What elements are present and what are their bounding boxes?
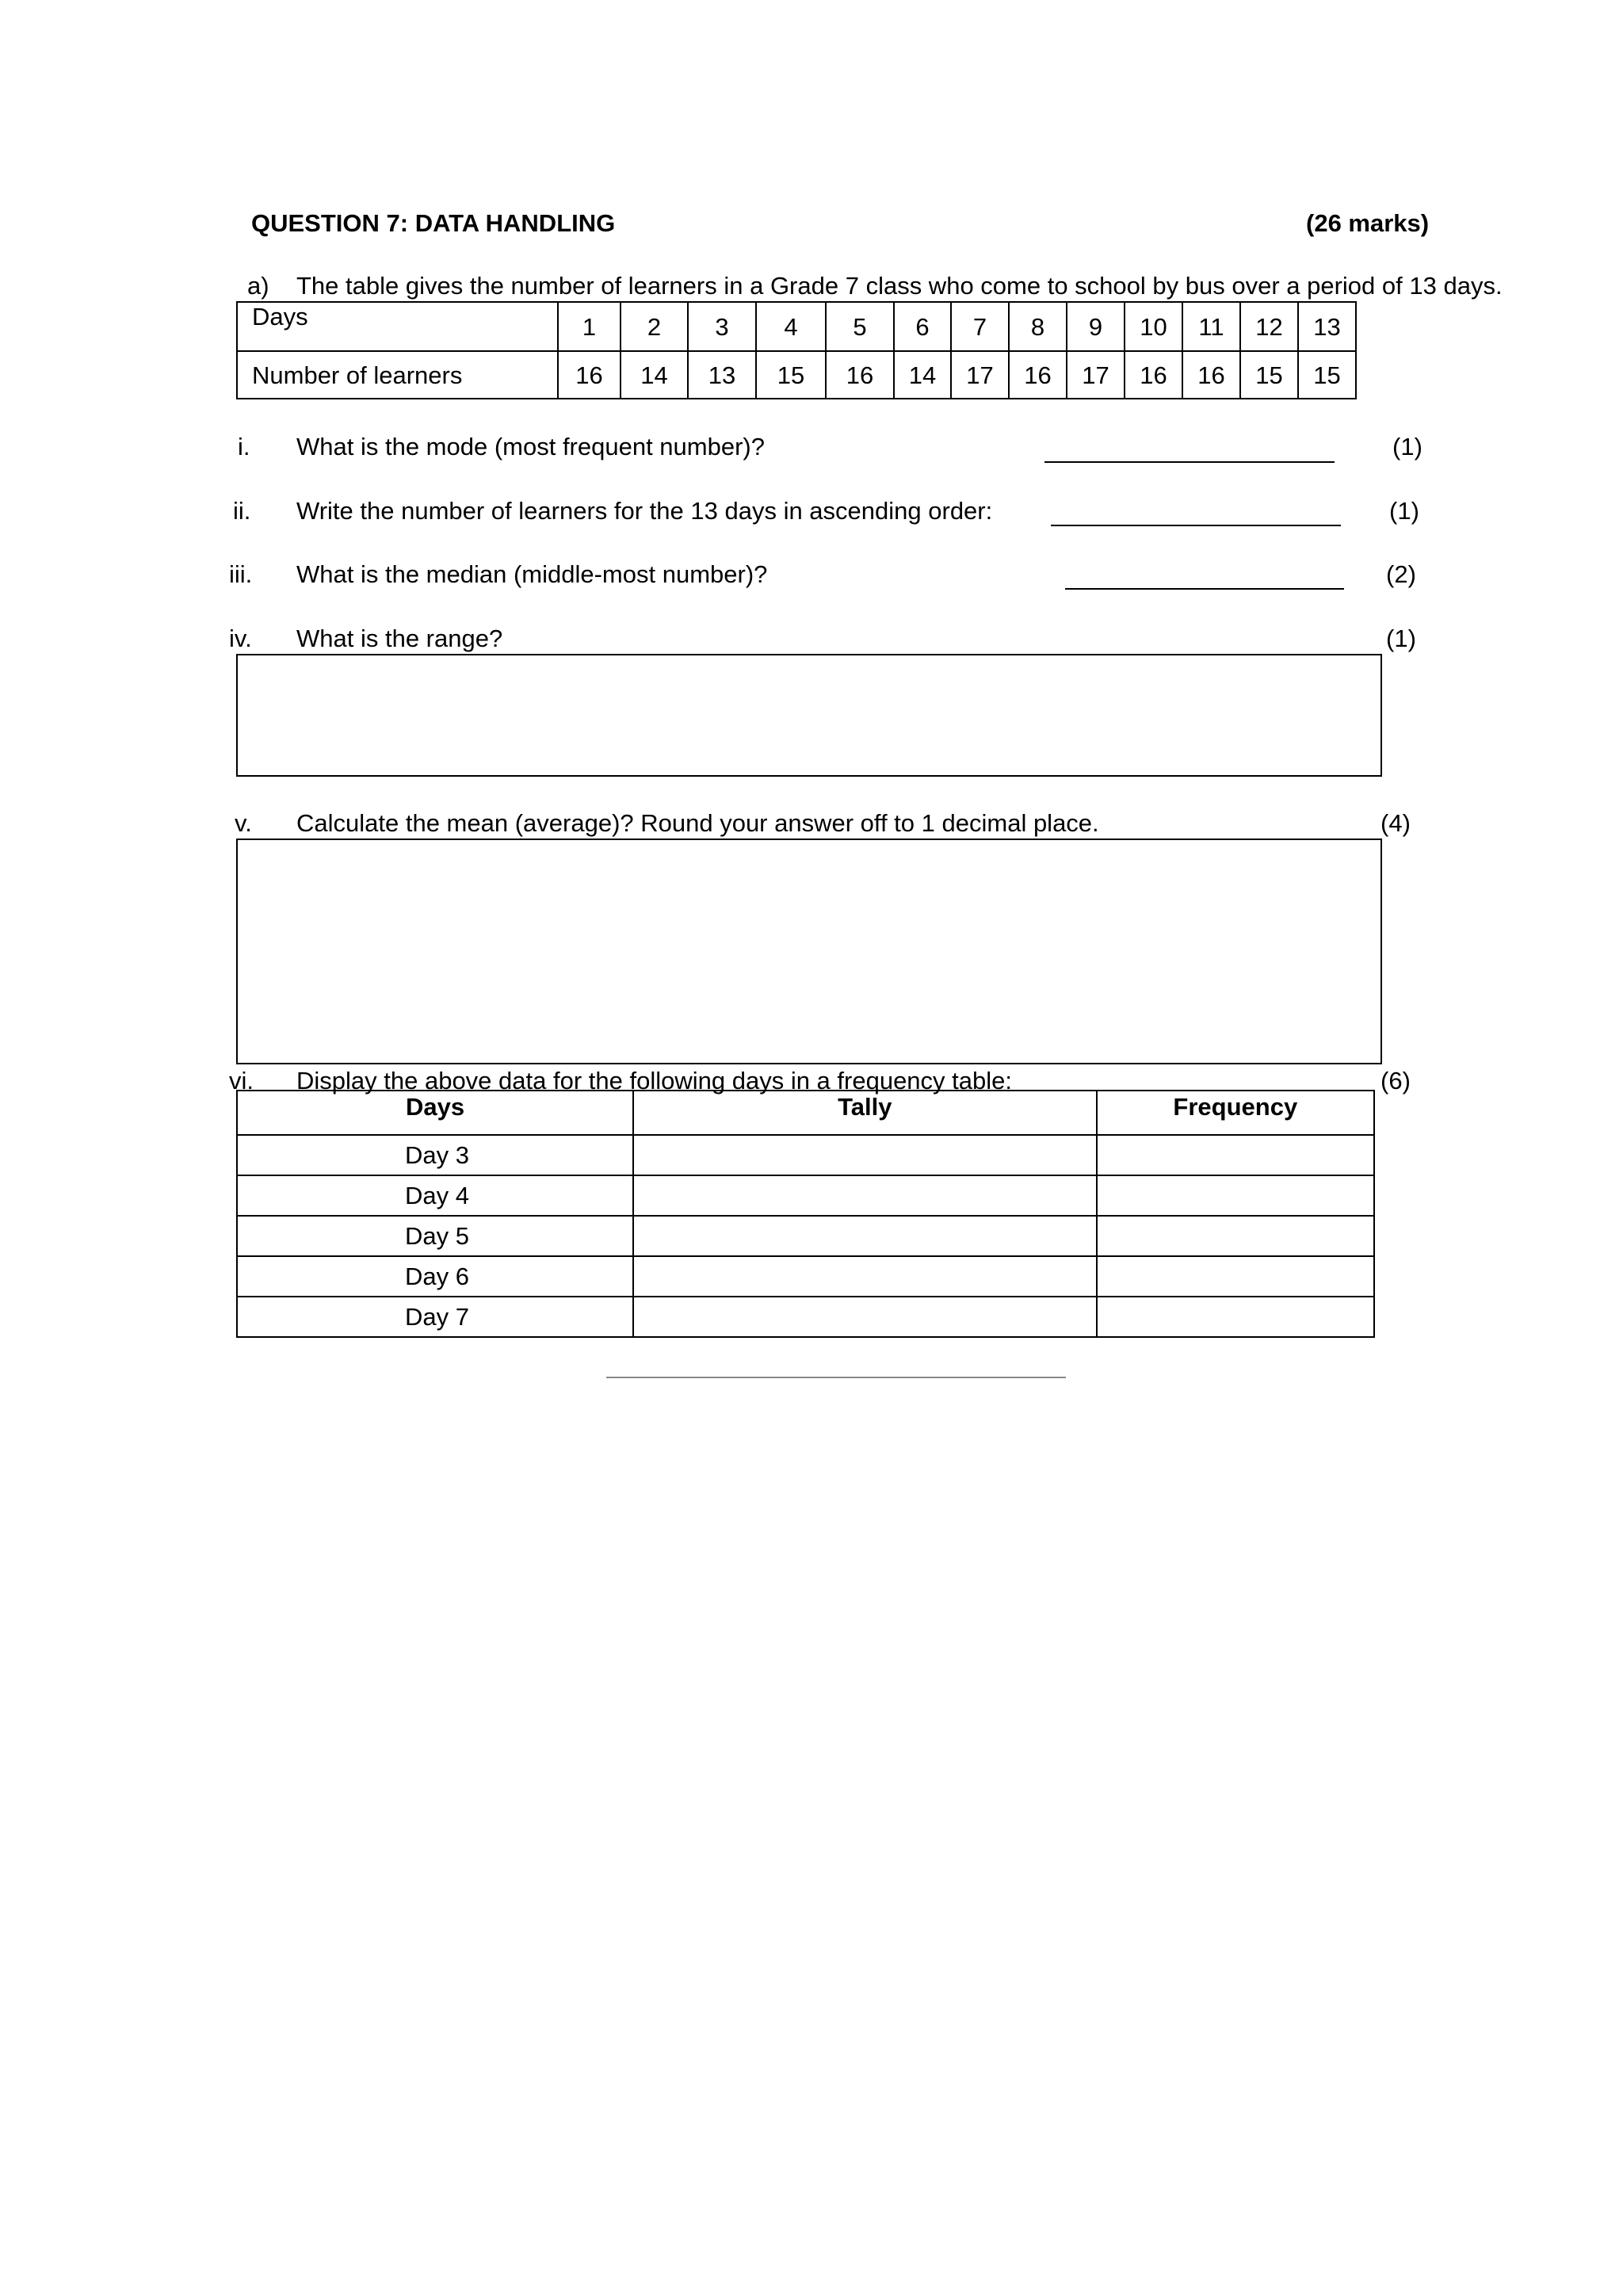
question-marks: (6): [1381, 1067, 1411, 1095]
learners-cell: 15: [756, 351, 826, 399]
day-cell: 9: [1067, 302, 1125, 351]
part-a-text: The table gives the number of learners in a Grade 7 class who come to school by bus over a period of 13 days.: [296, 272, 1503, 300]
day-label: Day 6: [237, 1256, 633, 1297]
day-cell: 13: [1298, 302, 1356, 351]
question-number: i.: [238, 433, 250, 460]
question-text: Calculate the mean (average)? Round your answer off to 1 decimal place.: [296, 809, 1099, 837]
range-answer-box[interactable]: [236, 654, 1382, 777]
question-text: What is the range?: [296, 625, 503, 652]
learners-cell: 15: [1240, 351, 1298, 399]
frequency-row: [237, 1256, 1374, 1297]
day-label: Day 5: [237, 1216, 633, 1256]
learners-cell: 14: [621, 351, 688, 399]
frequency-row: [237, 1216, 1374, 1256]
question-marks: (26 marks): [1306, 209, 1430, 237]
question-number: ii.: [233, 497, 251, 525]
question-number: iii.: [229, 560, 253, 588]
day-cell: 8: [1009, 302, 1067, 351]
tally-cell[interactable]: [633, 1135, 1097, 1175]
header-days: Days: [237, 1091, 633, 1135]
tally-cell[interactable]: [633, 1175, 1097, 1216]
question-number: v.: [235, 809, 252, 837]
frequency-cell[interactable]: [1097, 1135, 1374, 1175]
day-cell: 7: [951, 302, 1009, 351]
frequency-header-row: [237, 1091, 1374, 1135]
day-cell: 2: [621, 302, 688, 351]
days-row: [237, 302, 1356, 351]
header-tally: Tally: [633, 1091, 1097, 1135]
learners-cell: 17: [951, 351, 1009, 399]
learners-cell: 16: [1125, 351, 1182, 399]
part-a-label: a): [247, 272, 269, 300]
tally-cell[interactable]: [633, 1256, 1097, 1297]
day-cell: 4: [756, 302, 826, 351]
frequency-row: [237, 1297, 1374, 1337]
frequency-cell[interactable]: [1097, 1175, 1374, 1216]
tally-cell[interactable]: [633, 1216, 1097, 1256]
learners-label: Number of learners: [237, 351, 558, 399]
answer-line[interactable]: [1065, 588, 1344, 590]
frequency-row: [237, 1135, 1374, 1175]
question-text: What is the median (middle-most number)?: [296, 560, 768, 588]
footer-divider: [606, 1377, 1066, 1378]
tally-cell[interactable]: [633, 1297, 1097, 1337]
question-text: What is the mode (most frequent number)?: [296, 433, 765, 460]
learners-cell: 17: [1067, 351, 1125, 399]
day-label: Day 7: [237, 1297, 633, 1337]
question-text: Display the above data for the following days in a frequency table:: [296, 1067, 1012, 1095]
days-label: Days: [237, 302, 558, 351]
frequency-table: [236, 1090, 1375, 1338]
learners-cell: 16: [826, 351, 894, 399]
day-cell: 1: [558, 302, 621, 351]
question-title: QUESTION 7: DATA HANDLING: [251, 209, 616, 237]
learners-cell: 13: [688, 351, 756, 399]
learners-cell: 16: [1182, 351, 1240, 399]
learners-cell: 16: [558, 351, 621, 399]
question-marks: (1): [1392, 433, 1423, 460]
day-cell: 6: [894, 302, 951, 351]
frequency-cell[interactable]: [1097, 1297, 1374, 1337]
frequency-cell[interactable]: [1097, 1216, 1374, 1256]
answer-line[interactable]: [1044, 461, 1335, 463]
day-cell: 10: [1125, 302, 1182, 351]
day-cell: 12: [1240, 302, 1298, 351]
mean-answer-box[interactable]: [236, 839, 1382, 1064]
day-cell: 3: [688, 302, 756, 351]
learners-table: [236, 301, 1357, 399]
learners-row: [237, 351, 1356, 399]
learners-cell: 15: [1298, 351, 1356, 399]
header-frequency: Frequency: [1097, 1091, 1374, 1135]
learners-cell: 16: [1009, 351, 1067, 399]
frequency-cell[interactable]: [1097, 1256, 1374, 1297]
question-marks: (1): [1386, 625, 1416, 652]
day-cell: 5: [826, 302, 894, 351]
learners-cell: 14: [894, 351, 951, 399]
question-number: iv.: [229, 625, 252, 652]
question-marks: (4): [1381, 809, 1411, 837]
day-label: Day 3: [237, 1135, 633, 1175]
frequency-row: [237, 1175, 1374, 1216]
question-number: vi.: [229, 1067, 254, 1095]
question-text: Write the number of learners for the 13 days in ascending order:: [296, 497, 993, 525]
answer-line[interactable]: [1051, 525, 1341, 526]
question-marks: (2): [1386, 560, 1416, 588]
day-cell: 11: [1182, 302, 1240, 351]
day-label: Day 4: [237, 1175, 633, 1216]
question-marks: (1): [1389, 497, 1419, 525]
